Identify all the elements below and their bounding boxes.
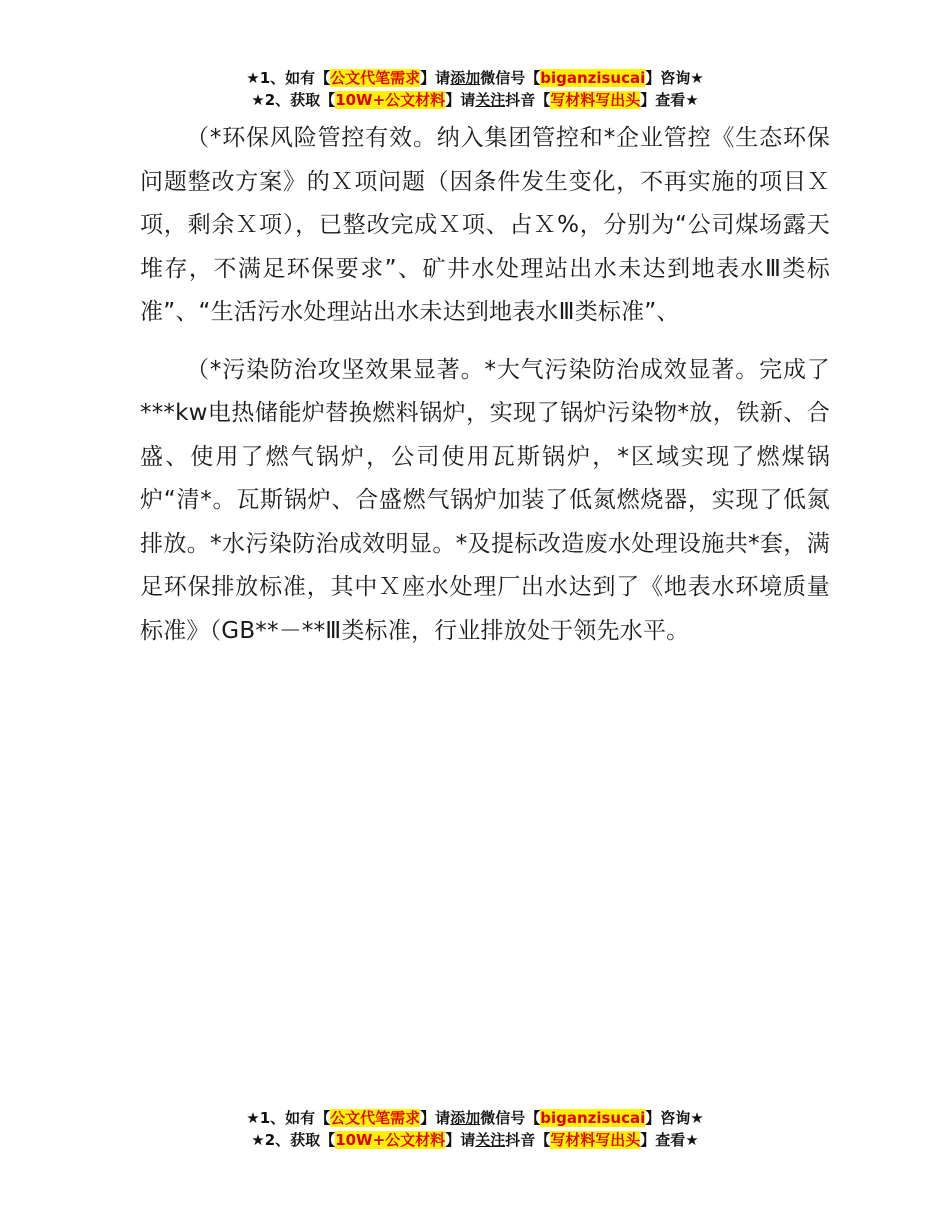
document-body	[140, 117, 830, 667]
highlight-wechat-id: biganzisucai	[540, 69, 646, 87]
highlight-douyin-account: 写材料写出头	[550, 1131, 641, 1149]
highlight-materials: 10W+公文材料	[335, 1131, 446, 1149]
highlight-douyin-account: 写材料写出头	[550, 91, 641, 109]
footer-banner	[0, 1107, 950, 1151]
highlight-wechat-id: biganzisucai	[540, 1109, 646, 1127]
banner-line-2: ★2、获取【10W+公文材料】请关注抖音【写材料写出头】查看★	[251, 91, 699, 109]
banner-line-2: ★2、获取【10W+公文材料】请关注抖音【写材料写出头】查看★	[251, 1131, 699, 1149]
highlight-materials: 10W+公文材料	[335, 91, 446, 109]
highlight-ghostwriting: 公文代笔需求	[330, 1109, 421, 1127]
paragraph-pollution-control: （*污染防治攻坚效果显著。*大气污染防治成效显著。完成了***kw电热储能炉替换燃料锅炉，实现了锅炉污染物*放，铁新、合盛、使用了燃气锅炉，公司使用瓦斯锅炉，*区域实现了燃煤锅炉“清*。瓦斯锅炉、合盛燃气锅炉加装了低氮燃烧器，实现了低氮排放。*水污染防治成效明显。*及提标改造废水处理设施共*套，满足环保排放标准，其中Ｘ座水处理厂出水达到了《地表水环境质量标准》（GB**－**Ⅲ类标准，行业排放处于领先水平。	[140, 356, 830, 644]
highlight-ghostwriting: 公文代笔需求	[330, 69, 421, 87]
header-banner	[0, 67, 950, 111]
banner-line-1: ★1、如有【公文代笔需求】请添加微信号【biganzisucai】咨询★	[246, 1109, 704, 1127]
paragraph-environmental-risk: （*环保风险管控有效。纳入集团管控和*企业管控《生态环保问题整改方案》的Ｘ项问题（因条件发生变化，不再实施的项目Ｘ项，剩余Ｘ项），已整改完成Ｘ项、占Ｘ%，分别为“公司煤场露天堆存，不满足环保要求”、矿井水处理站出水未达到地表水Ⅲ类标准”、“生活污水处理站出水未达到地表水Ⅲ类标准”、	[140, 125, 830, 325]
banner-line-1: ★1、如有【公文代笔需求】请添加微信号【biganzisucai】咨询★	[246, 69, 704, 87]
